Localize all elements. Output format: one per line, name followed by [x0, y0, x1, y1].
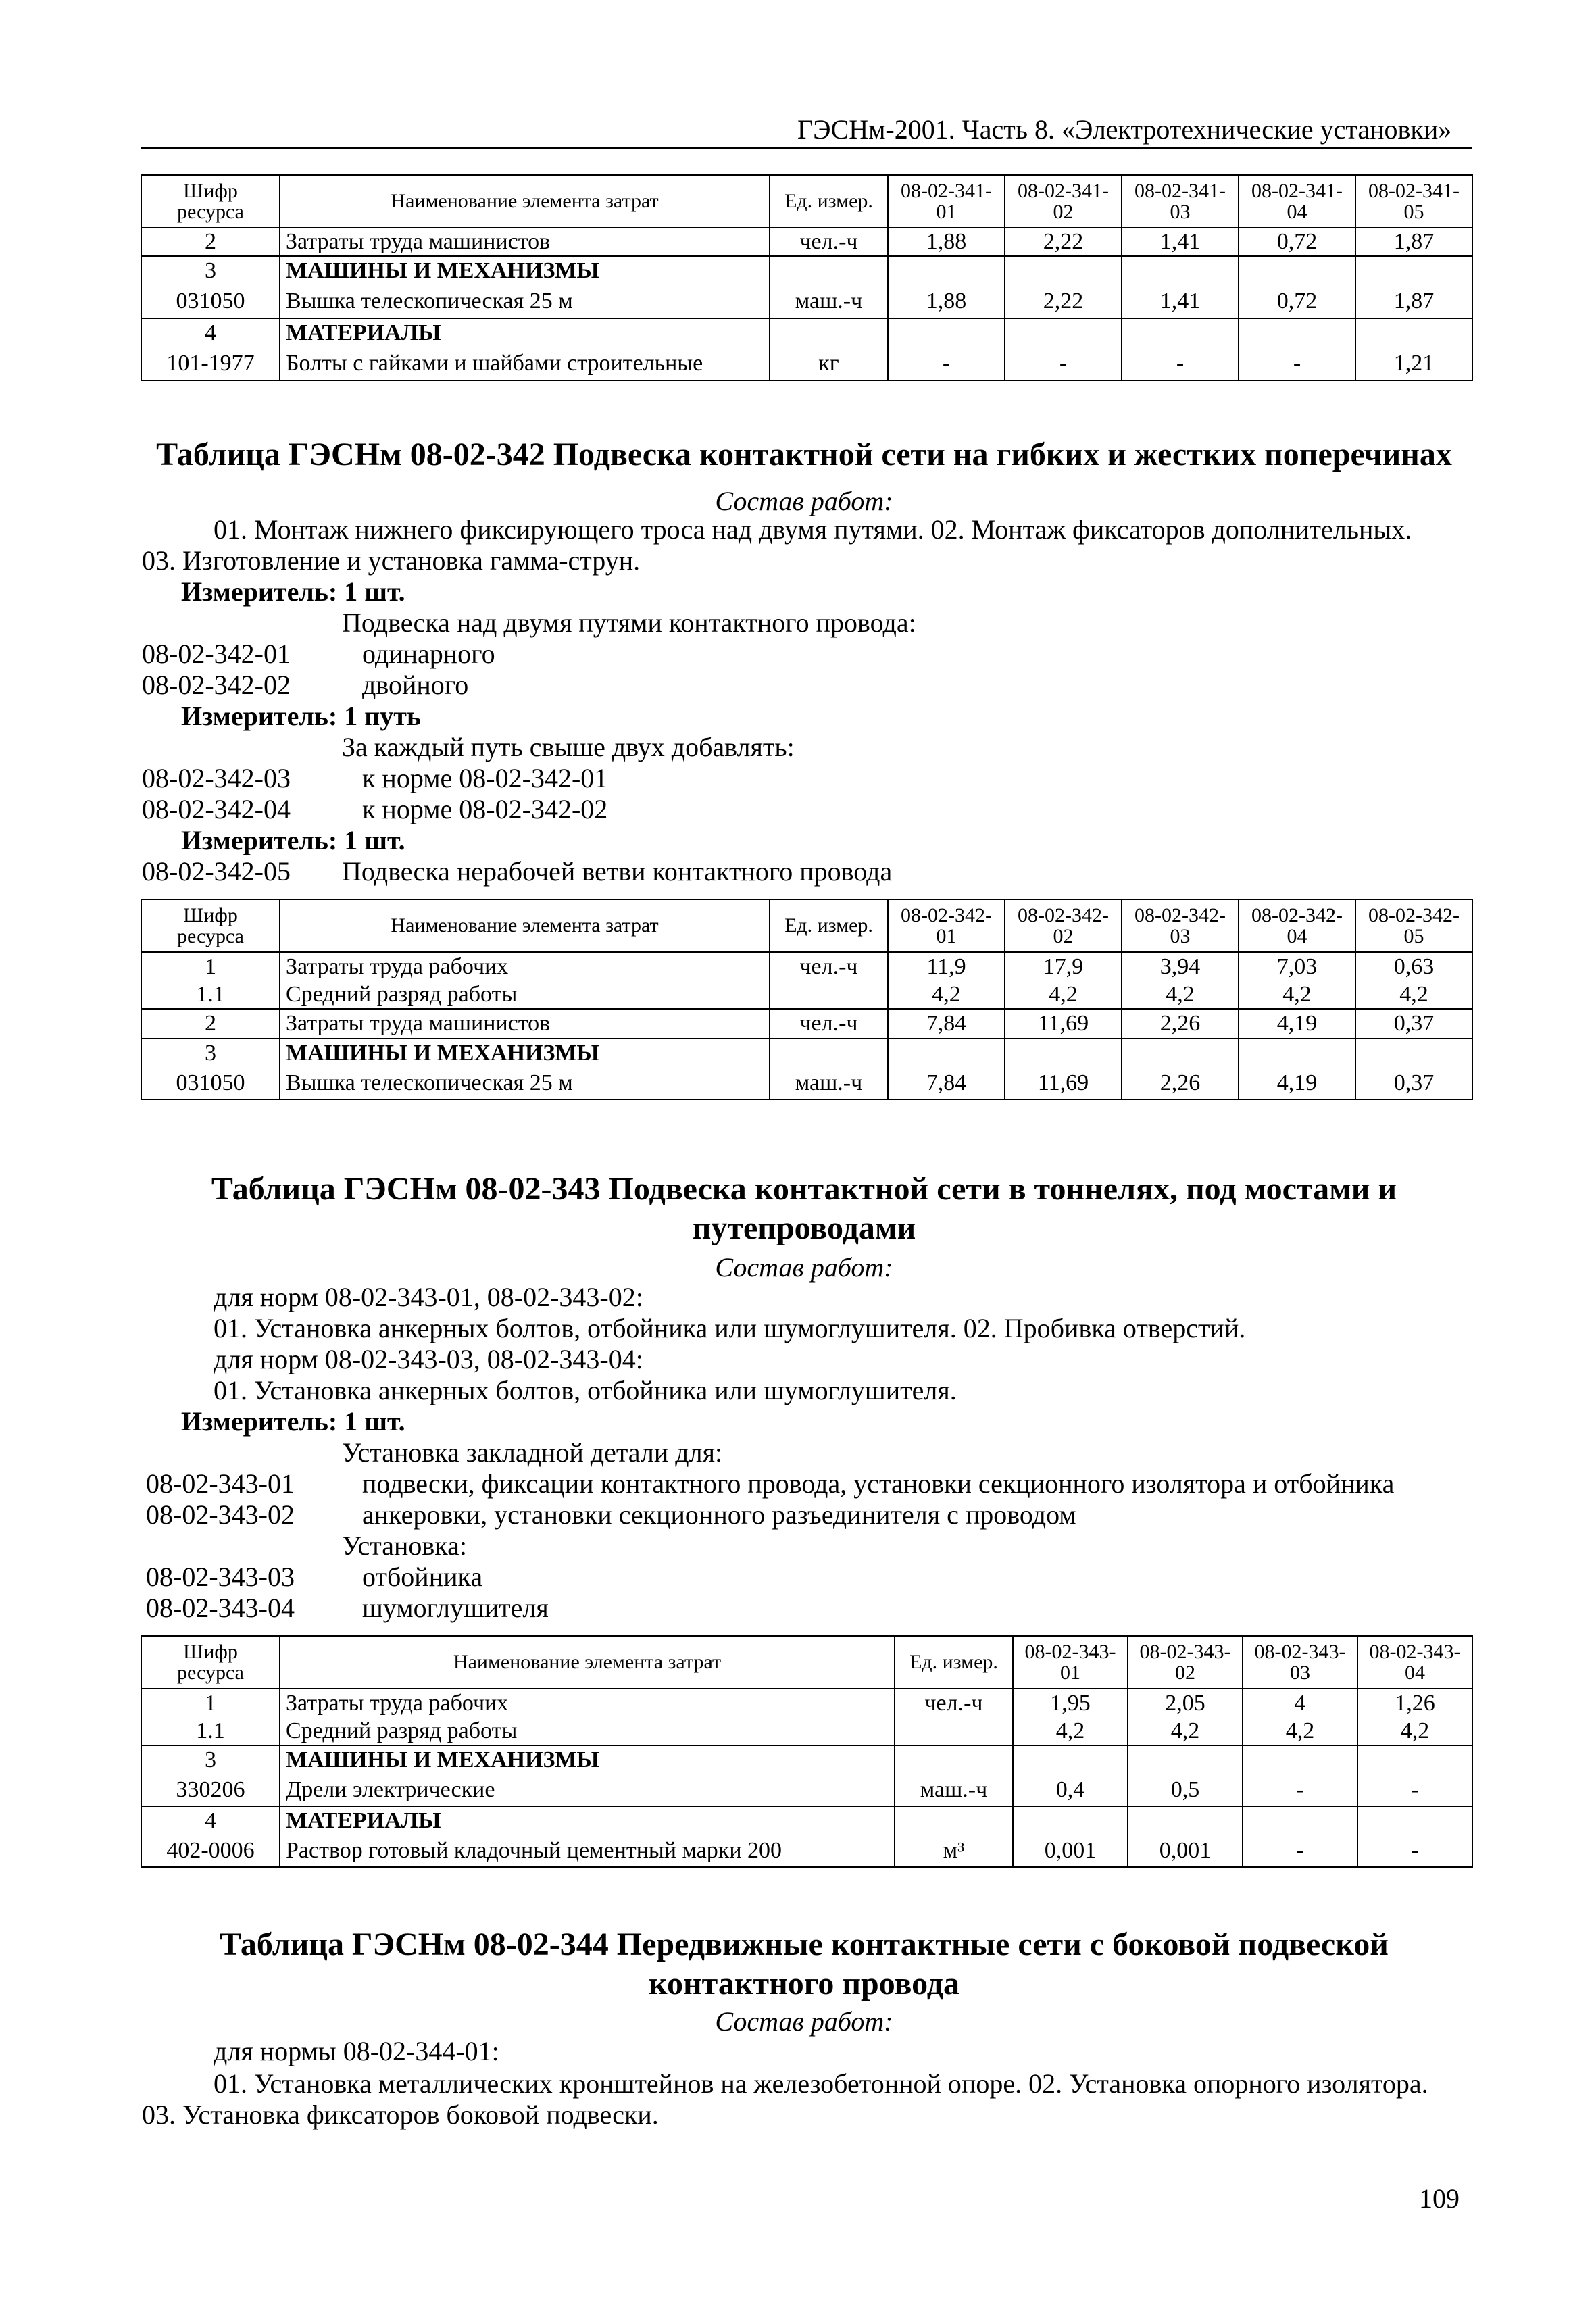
cell-value: - [1005, 347, 1122, 380]
cell-name: Раствор готовый кладочный цементный марки 200 [280, 1835, 895, 1867]
cell-name: Болты с гайками и шайбами строительные [280, 347, 770, 380]
cell-code: 4 [141, 1806, 280, 1835]
cell-name: Затраты труда рабочих [280, 1689, 895, 1717]
cell-value: 17,9 [1005, 952, 1122, 980]
norm-code: 08-02-342-04 [142, 794, 291, 824]
cell-value: 4,2 [1128, 1717, 1243, 1745]
cell-value: 0,72 [1239, 284, 1355, 318]
col-header-norm: 08-02-343-01 [1013, 1636, 1128, 1689]
cell-value: 1,41 [1122, 228, 1239, 256]
measure-unit: Измеритель: 1 шт. [181, 825, 405, 855]
cell-name: Затраты труда машинистов [280, 1009, 770, 1039]
work-description: 01. Установка анкерных болтов, отбойника или шумоглушителя. [214, 1375, 957, 1405]
cell-value: 0,4 [1013, 1774, 1128, 1806]
col-header-code: Шифр ресурса [141, 899, 280, 952]
cell-code: 402-0006 [141, 1835, 280, 1867]
cell-value: 4,2 [1355, 980, 1472, 1009]
cell-value: 1,87 [1355, 228, 1472, 256]
table-row [141, 1717, 1472, 1745]
table-341 [141, 174, 1473, 381]
cell-value: - [1243, 1774, 1357, 1806]
section-title-343-cont: путепроводами [692, 1210, 916, 1246]
cell-value: 1,41 [1122, 284, 1239, 318]
col-header-code: Шифр ресурса [141, 1636, 280, 1689]
cell-value: - [1357, 1835, 1472, 1867]
norm-text: к норме 08-02-342-02 [362, 794, 608, 824]
cell-unit: маш.-ч [770, 1067, 888, 1099]
cell-value: 1,95 [1013, 1689, 1128, 1717]
norm-code: 08-02-342-01 [142, 639, 291, 669]
cell-value: 0,37 [1355, 1009, 1472, 1039]
cell-value: 11,9 [888, 952, 1005, 980]
cell-value: 4 [1243, 1689, 1357, 1717]
cell-value: 0,37 [1355, 1067, 1472, 1099]
norm-code: 08-02-342-05 [142, 856, 291, 887]
cell-value: 4,2 [1005, 980, 1122, 1009]
norm-code: 08-02-343-03 [146, 1562, 295, 1592]
section-heading: МАШИНЫ И МЕХАНИЗМЫ [280, 1039, 770, 1067]
cell-value: 2,22 [1005, 284, 1122, 318]
cell-value: 1,88 [888, 284, 1005, 318]
page-number: 109 [1419, 2183, 1460, 2214]
table-row [141, 952, 1472, 980]
cell-code: 1.1 [141, 980, 280, 1009]
cell-unit: чел.-ч [895, 1689, 1013, 1717]
cell-code: 1 [141, 1689, 280, 1717]
col-header-name: Наименование элемента затрат [280, 175, 770, 228]
table-row [141, 228, 1472, 256]
running-header: ГЭСНм-2001. Часть 8. «Электротехнические установки» [797, 114, 1452, 145]
cell-code: 2 [141, 228, 280, 256]
col-header-name: Наименование элемента затрат [280, 1636, 895, 1689]
table-row [141, 256, 1472, 284]
table-343 [141, 1635, 1473, 1868]
section-title-342: Таблица ГЭСНм 08-02-342 Подвеска контактной сети на гибких и жестких поперечинах [156, 437, 1452, 472]
table-row [141, 1009, 1472, 1039]
norm-scope: для норм 08-02-343-03, 08-02-343-04: [214, 1344, 643, 1374]
table-row [141, 1835, 1472, 1867]
cell-value: 4,2 [1013, 1717, 1128, 1745]
table-header-row [141, 175, 1472, 228]
cell-value: 2,26 [1122, 1067, 1239, 1099]
col-header-norm: 08-02-342-02 [1005, 899, 1122, 952]
col-header-norm: 08-02-342-05 [1355, 899, 1472, 952]
section-heading: МАШИНЫ И МЕХАНИЗМЫ [280, 1745, 895, 1774]
norm-group-heading: Подвеска над двумя путями контактного провода: [342, 607, 916, 638]
table-342 [141, 899, 1473, 1100]
norm-group-heading: Установка: [342, 1530, 467, 1561]
cell-value: - [1122, 347, 1239, 380]
norm-code: 08-02-342-02 [142, 670, 291, 700]
cell-code: 330206 [141, 1774, 280, 1806]
cell-value: 1,26 [1357, 1689, 1472, 1717]
col-header-norm: 08-02-343-04 [1357, 1636, 1472, 1689]
cell-value: 1,21 [1355, 347, 1472, 380]
work-description: 03. Установка фиксаторов боковой подвески. [142, 2099, 659, 2130]
table-row [141, 284, 1472, 318]
cell-value: 7,03 [1239, 952, 1355, 980]
cell-value: 2,22 [1005, 228, 1122, 256]
cell-value: 1,87 [1355, 284, 1472, 318]
col-header-norm: 08-02-343-02 [1128, 1636, 1243, 1689]
table-row [141, 1745, 1472, 1774]
sostav-heading: Состав работ: [715, 2006, 893, 2037]
col-header-name: Наименование элемента затрат [280, 899, 770, 952]
cell-code: 101-1977 [141, 347, 280, 380]
cell-value: 0,5 [1128, 1774, 1243, 1806]
cell-name: Затраты труда машинистов [280, 228, 770, 256]
work-description: 01. Установка анкерных болтов, отбойника или шумоглушителя. 02. Пробивка отверстий. [214, 1313, 1246, 1343]
col-header-norm: 08-02-341-05 [1355, 175, 1472, 228]
work-description: 01. Монтаж нижнего фиксирующего троса над двумя путями. 02. Монтаж фиксаторов дополнительных. [214, 514, 1412, 545]
table-row [141, 1806, 1472, 1835]
table-row [141, 1067, 1472, 1099]
col-header-norm: 08-02-341-03 [1122, 175, 1239, 228]
cell-name: Средний разряд работы [280, 980, 770, 1009]
col-header-norm: 08-02-342-03 [1122, 899, 1239, 952]
work-description: 03. Изготовление и установка гамма-струн. [142, 545, 641, 576]
cell-value: 4,2 [1243, 1717, 1357, 1745]
section-title-344: Таблица ГЭСНм 08-02-344 Передвижные контактные сети с боковой подвеской [220, 1926, 1389, 1962]
section-heading: МАТЕРИАЛЫ [280, 318, 770, 347]
col-header-norm: 08-02-341-01 [888, 175, 1005, 228]
norm-group-heading: Установка закладной детали для: [342, 1437, 723, 1468]
cell-unit: чел.-ч [770, 228, 888, 256]
cell-value: - [1357, 1774, 1472, 1806]
norm-text: шумоглушителя [362, 1593, 549, 1623]
cell-value: 11,69 [1005, 1009, 1122, 1039]
cell-value: 4,2 [1357, 1717, 1472, 1745]
cell-value: 0,001 [1128, 1835, 1243, 1867]
cell-value: - [1239, 347, 1355, 380]
cell-name: Вышка телескопическая 25 м [280, 1067, 770, 1099]
cell-name: Средний разряд работы [280, 1717, 895, 1745]
cell-unit: чел.-ч [770, 1009, 888, 1039]
norm-text: одинарного [362, 639, 495, 669]
cell-code: 3 [141, 1745, 280, 1774]
cell-value: 4,19 [1239, 1067, 1355, 1099]
cell-unit: кг [770, 347, 888, 380]
cell-code: 2 [141, 1009, 280, 1039]
cell-value: 2,05 [1128, 1689, 1243, 1717]
cell-value: 11,69 [1005, 1067, 1122, 1099]
sostav-heading: Состав работ: [715, 486, 893, 516]
measure-unit: Измеритель: 1 шт. [181, 576, 405, 607]
norm-text: Подвеска нерабочей ветви контактного провода [342, 856, 893, 887]
col-header-norm: 08-02-341-02 [1005, 175, 1122, 228]
cell-code: 1 [141, 952, 280, 980]
cell-value: 0,72 [1239, 228, 1355, 256]
section-heading: МАТЕРИАЛЫ [280, 1806, 895, 1835]
table-row [141, 1039, 1472, 1067]
cell-code: 031050 [141, 284, 280, 318]
col-header-unit: Ед. измер. [895, 1636, 1013, 1689]
cell-value: 2,26 [1122, 1009, 1239, 1039]
table-header-row [141, 899, 1472, 952]
cell-value: 0,001 [1013, 1835, 1128, 1867]
cell-code: 3 [141, 256, 280, 284]
section-heading: МАШИНЫ И МЕХАНИЗМЫ [280, 256, 770, 284]
col-header-unit: Ед. измер. [770, 175, 888, 228]
norm-scope: для нормы 08-02-344-01: [214, 2036, 499, 2066]
norm-group-heading: За каждый путь свыше двух добавлять: [342, 732, 795, 762]
norm-text: двойного [362, 670, 469, 700]
section-title-343: Таблица ГЭСНм 08-02-343 Подвеска контактной сети в тоннелях, под мостами и [211, 1171, 1397, 1207]
cell-value: - [1243, 1835, 1357, 1867]
cell-value: 1,88 [888, 228, 1005, 256]
cell-value: - [888, 347, 1005, 380]
work-description: 01. Установка металлических кронштейнов на железобетонной опоре. 02. Установка опорного изолятора. [214, 2068, 1428, 2099]
col-header-norm: 08-02-342-01 [888, 899, 1005, 952]
norm-code: 08-02-343-04 [146, 1593, 295, 1623]
col-header-code: Шифр ресурса [141, 175, 280, 228]
cell-name: Затраты труда рабочих [280, 952, 770, 980]
table-row [141, 318, 1472, 347]
col-header-norm: 08-02-341-04 [1239, 175, 1355, 228]
measure-unit: Измеритель: 1 шт. [181, 1406, 405, 1437]
col-header-norm: 08-02-342-04 [1239, 899, 1355, 952]
cell-code: 1.1 [141, 1717, 280, 1745]
cell-value: 4,2 [1239, 980, 1355, 1009]
cell-value: 0,63 [1355, 952, 1472, 980]
cell-value: 4,2 [888, 980, 1005, 1009]
cell-name: Дрели электрические [280, 1774, 895, 1806]
table-row [141, 347, 1472, 380]
norm-text: отбойника [362, 1562, 483, 1592]
cell-value: 3,94 [1122, 952, 1239, 980]
norm-text: к норме 08-02-342-01 [362, 763, 608, 793]
measure-unit: Измеритель: 1 путь [181, 701, 422, 731]
cell-code: 3 [141, 1039, 280, 1067]
table-row [141, 1774, 1472, 1806]
header-rule [141, 147, 1472, 149]
cell-unit: м³ [895, 1835, 1013, 1867]
cell-code: 031050 [141, 1067, 280, 1099]
table-row [141, 1689, 1472, 1717]
cell-code: 4 [141, 318, 280, 347]
cell-unit: маш.-ч [895, 1774, 1013, 1806]
col-header-norm: 08-02-343-03 [1243, 1636, 1357, 1689]
norm-scope: для норм 08-02-343-01, 08-02-343-02: [214, 1282, 643, 1312]
cell-unit: чел.-ч [770, 952, 888, 980]
cell-value: 7,84 [888, 1067, 1005, 1099]
norm-code: 08-02-343-01 [146, 1468, 295, 1499]
table-row [141, 980, 1472, 1009]
cell-value: 4,2 [1122, 980, 1239, 1009]
cell-value: 7,84 [888, 1009, 1005, 1039]
sostav-heading: Состав работ: [715, 1252, 893, 1283]
col-header-unit: Ед. измер. [770, 899, 888, 952]
norm-code: 08-02-343-02 [146, 1499, 295, 1530]
norm-text: подвески, фиксации контактного провода, установки секционного изолятора и отбойника [362, 1468, 1395, 1499]
norm-text: анкеровки, установки секционного разъединителя с проводом [362, 1499, 1076, 1530]
norm-code: 08-02-342-03 [142, 763, 291, 793]
cell-unit: маш.-ч [770, 284, 888, 318]
cell-name: Вышка телескопическая 25 м [280, 284, 770, 318]
table-header-row [141, 1636, 1472, 1689]
section-title-344-cont: контактного провода [649, 1966, 959, 2001]
cell-value: 4,19 [1239, 1009, 1355, 1039]
